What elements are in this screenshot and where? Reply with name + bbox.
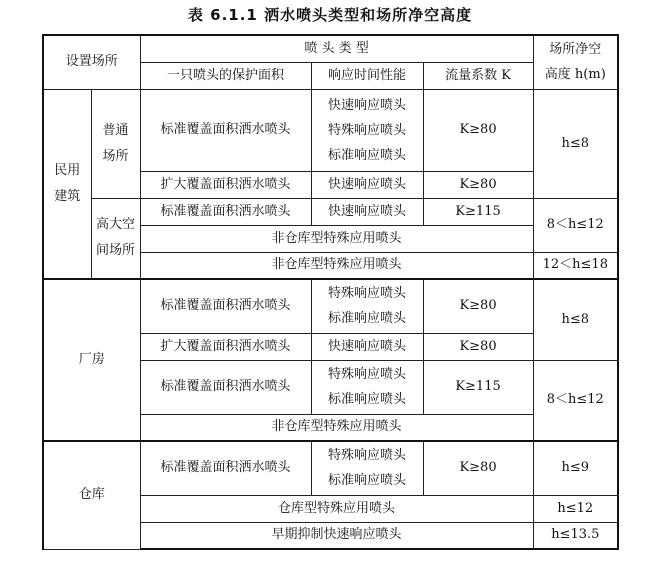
height-cell: 12＜h≤18 xyxy=(533,252,618,279)
special-app-cell: 非仓库型特殊应用喷头 xyxy=(140,414,533,441)
response-line: 标准响应喷头 xyxy=(328,147,407,163)
coverage-cell: 扩大覆盖面积洒水喷头 xyxy=(140,333,311,360)
response-cell: 快速响应喷头 xyxy=(311,333,423,360)
response-cell: 快速响应喷头 xyxy=(311,198,423,225)
special-app-cell: 早期抑制快速响应喷头 xyxy=(140,522,533,549)
k-cell: K≥115 xyxy=(423,198,533,225)
special-app-cell: 仓库型特殊应用喷头 xyxy=(140,495,533,522)
response-line: 特殊响应喷头 xyxy=(328,448,407,464)
height-cell: h≤12 xyxy=(533,495,618,522)
table-row xyxy=(43,279,618,333)
subgroup-tall-space: 高大空间场所 xyxy=(91,198,140,279)
height-cell: 8＜h≤12 xyxy=(533,198,618,252)
header-row-1 xyxy=(43,35,618,62)
response-cell: 快速响应喷头 xyxy=(311,171,423,198)
height-cell: h≤9 xyxy=(533,441,618,495)
coverage-cell: 标准覆盖面积洒水喷头 xyxy=(140,279,311,333)
coverage-cell: 标准覆盖面积洒水喷头 xyxy=(140,89,311,171)
table-row xyxy=(43,198,618,225)
response-line: 特殊响应喷头 xyxy=(328,367,407,382)
subgroup-ordinary: 普通场所 xyxy=(91,89,140,198)
header-place: 设置场所 xyxy=(43,35,140,89)
group-factory: 厂房 xyxy=(43,279,140,441)
sprinkler-height-table xyxy=(42,34,619,550)
height-cell: h≤8 xyxy=(533,279,618,360)
special-app-cell: 非仓库型特殊应用喷头 xyxy=(140,225,533,252)
k-cell: K≥80 xyxy=(423,89,533,171)
k-cell: K≥80 xyxy=(423,333,533,360)
coverage-cell: 标准覆盖面积洒水喷头 xyxy=(140,198,311,225)
coverage-cell: 标准覆盖面积洒水喷头 xyxy=(140,360,311,414)
special-app-cell: 非仓库型特殊应用喷头 xyxy=(140,252,533,279)
group-civil: 民用建筑 xyxy=(43,89,91,279)
header-k-factor: 流量系数 K xyxy=(423,62,533,89)
response-cell xyxy=(311,279,423,333)
coverage-cell: 扩大覆盖面积洒水喷头 xyxy=(140,171,311,198)
response-line: 特殊响应喷头 xyxy=(328,122,407,138)
response-line: 特殊响应喷头 xyxy=(328,286,407,302)
response-line: 快速响应喷头 xyxy=(328,97,407,113)
response-line: 标准响应喷头 xyxy=(328,311,407,327)
response-line: 标准响应喷头 xyxy=(328,473,407,489)
table-row xyxy=(43,89,618,171)
response-cell xyxy=(311,89,423,171)
response-cell xyxy=(311,441,423,495)
header-height-line1: 场所净空 xyxy=(549,42,602,58)
header-coverage: 一只喷头的保护面积 xyxy=(140,62,311,89)
height-cell: h≤8 xyxy=(533,89,618,198)
height-cell: h≤13.5 xyxy=(533,522,618,549)
k-cell: K≥80 xyxy=(423,441,533,495)
coverage-cell: 标准覆盖面积洒水喷头 xyxy=(140,441,311,495)
response-cell xyxy=(311,360,423,414)
table-caption: 表 6.1.1 洒水喷头类型和场所净空高度 xyxy=(187,6,473,24)
k-cell: K≥115 xyxy=(423,360,533,414)
height-cell: 8＜h≤12 xyxy=(533,360,618,441)
k-cell: K≥80 xyxy=(423,279,533,333)
k-cell: K≥80 xyxy=(423,171,533,198)
table-row xyxy=(43,441,618,495)
response-line: 标准响应喷头 xyxy=(328,392,407,407)
header-height xyxy=(533,35,618,89)
header-sprinkler-type: 喷 头 类 型 xyxy=(140,35,533,62)
header-height-line2: 高度 h(m) xyxy=(544,67,606,83)
header-response: 响应时间性能 xyxy=(311,62,423,89)
group-warehouse: 仓库 xyxy=(43,441,140,549)
